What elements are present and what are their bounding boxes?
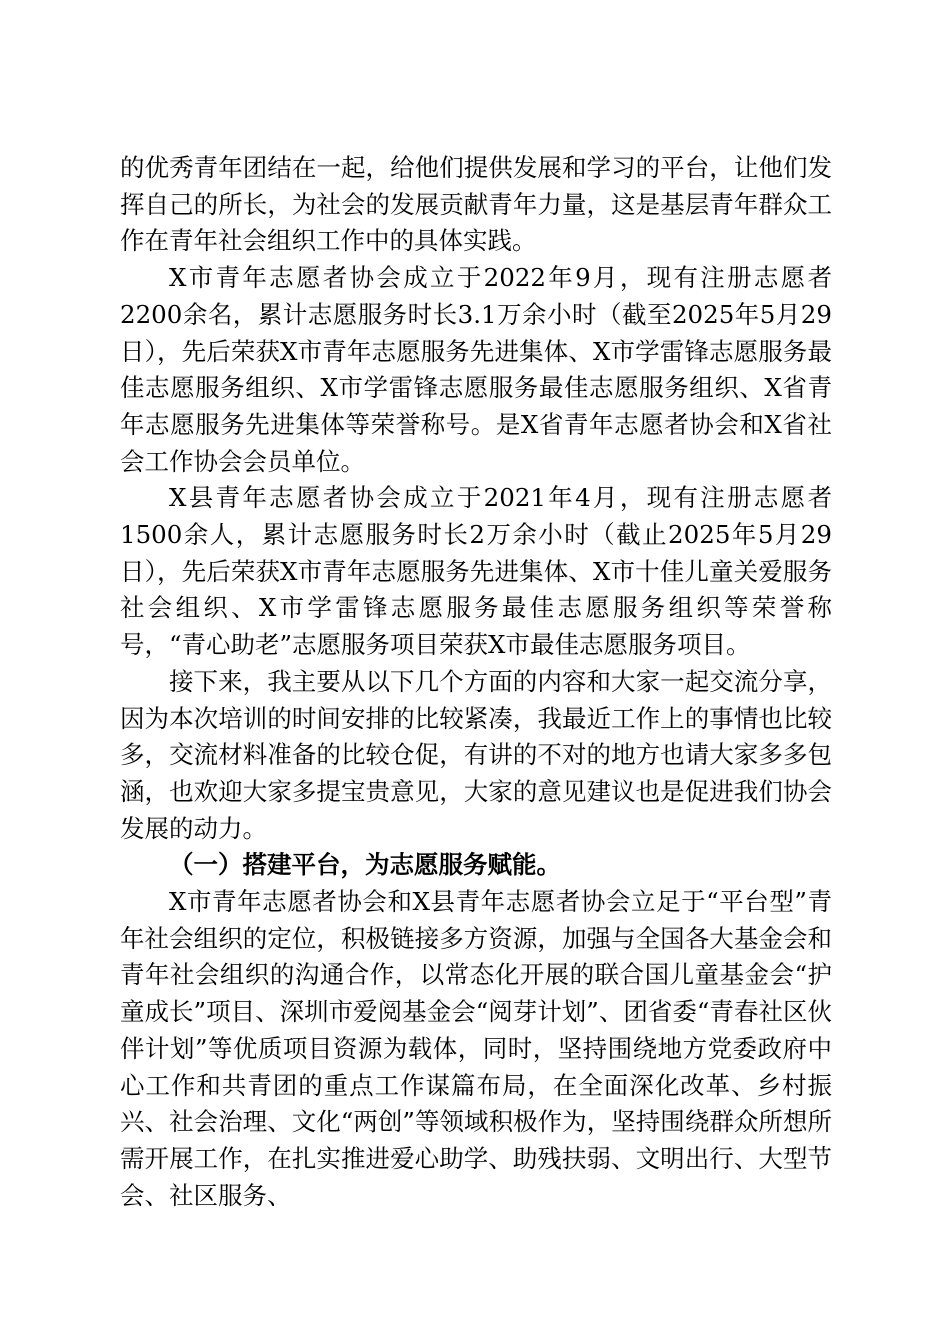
paragraph-platform: X市青年志愿者协会和X县青年志愿者协会立足于“平台型”青年社会组织的定位，积极链接多方资源，加强与全国各大基金会和青年社会组织的沟通合作，以常态化开展的联合国儿童基金会“护童成长”项目、深圳市爱阅基金会“阅芽计划”、团省委“青春社区伙伴计划”等优质项目资源为载体，同时，坚持围绕地方党委政府中心工作和共青团的重点工作谋篇布局，在全面深化改革、乡村振兴、社会治理、文化“两创”等领域积极作为，坚持围绕群众所想所需开展工作，在扎实推进爱心助学、助残扶弱、文明出行、大型节会、社区服务、 <box>120 887 832 1210</box>
document-body <box>120 150 832 1214</box>
section-heading: （一）搭建平台，为志愿服务赋能。 <box>169 850 561 880</box>
paragraph-continuation: 的优秀青年团结在一起，给他们提供发展和学习的平台，让他们发挥自己的所长，为社会的发展贡献青年力量，这是基层青年群众工作在青年社会组织工作中的具体实践。 <box>120 153 832 256</box>
paragraph-city-association: X市青年志愿者协会成立于2022年9月，现有注册志愿者2200余名，累计志愿服务时长3.1万余小时（截至2025年5月29日），先后荣获X市青年志愿服务先进集体、X市学雷锋志愿服务最佳志愿服务组织、X市学雷锋志愿服务最佳志愿服务组织、X省青年志愿服务先进集体等荣誉称号。是X省青年志愿者协会和X省社会工作协会会员单位。 <box>120 263 832 476</box>
paragraph-introduction: 接下来，我主要从以下几个方面的内容和大家一起交流分享，因为本次培训的时间安排的比较紧凑，我最近工作上的事情也比较多，交流材料准备的比较仓促，有讲的不对的地方也请大家多多包涵，也欢迎大家多提宝贵意见，大家的意见建议也是促进我们协会发展的动力。 <box>120 666 832 843</box>
paragraph-county-association: X县青年志愿者协会成立于2021年4月，现有注册志愿者1500余人，累计志愿服务时长2万余小时（截止2025年5月29日），先后荣获X市青年志愿服务先进集体、X市十佳儿童关爱服务社会组织、X市学雷锋志愿服务最佳志愿服务组织等荣誉称号，“青心助老”志愿服务项目荣获X市最佳志愿服务项目。 <box>120 483 832 660</box>
